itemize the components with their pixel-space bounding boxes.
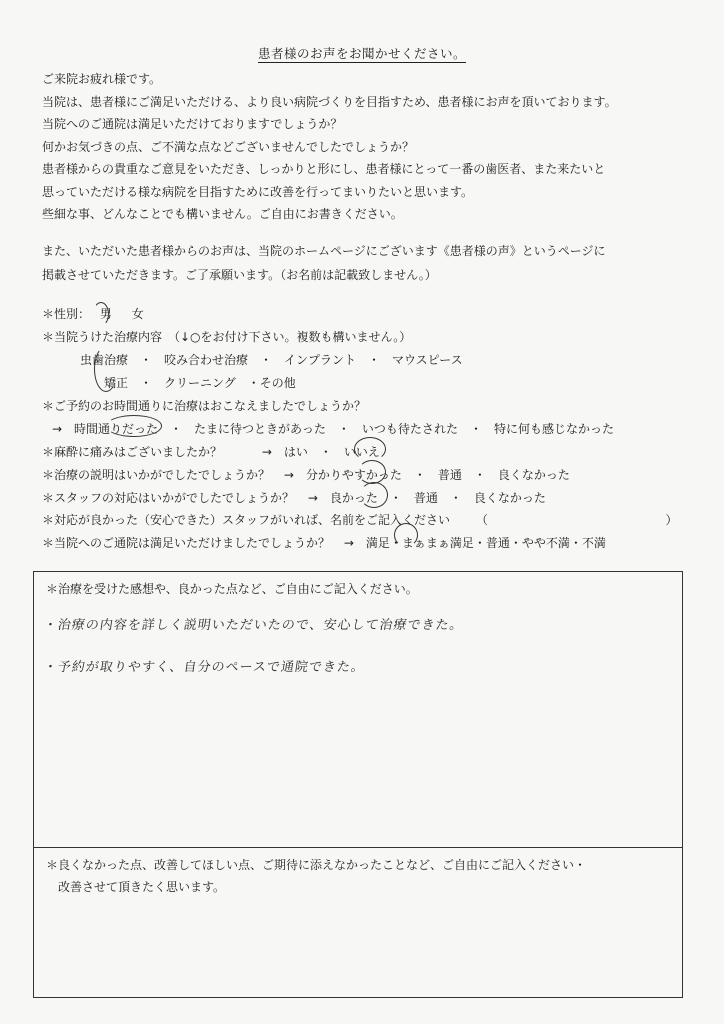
explanation-question: [42, 466, 570, 483]
gender-male-option[interactable]: 男: [99, 307, 112, 321]
handwritten-line: ・治療の内容を詳しく説明いただいたので、安心して治療できた。: [42, 618, 465, 633]
good-staff-question: [42, 511, 678, 528]
selection-circle-mark: [106, 415, 162, 437]
staff-question: [42, 489, 546, 506]
improvements-heading-line2: 改善させて頂きたく思います。: [58, 880, 226, 894]
intro-line: 思っていただける様な病院を目指すために改善を行ってまいりたいと思います。: [42, 184, 474, 199]
explanation-label: ＊治療の説明はいかがでしたでしょうか？: [42, 468, 271, 482]
selection-circle-mark: [358, 460, 386, 484]
impressions-box[interactable]: [33, 571, 683, 848]
improvements-heading-line1: ＊良くなかった点、改善してほしい点、ご期待に添えなかったことなど、ご自由にご記入ください・: [46, 858, 587, 872]
staff-label: ＊スタッフの対応はいかがでしたでしょうか？: [42, 491, 295, 505]
intro-line: 何かお気づきの点、ご不満な点などございませんでしたでしょうか？: [42, 139, 415, 154]
intro-line: 当院は、患者様にご満足いただける、より良い病院づくりを目指すため、患者様にお声を頂いております。: [42, 94, 617, 109]
notice-line: また、いただいた患者様からのお声は、当院のホームページにございます《患者様の声》というページに: [42, 244, 606, 258]
selection-circle-mark: [354, 437, 386, 461]
intro-line: 患者様からの貴重なご意見をいただき、しっかりと形にし、患者様にとって一番の歯医者、また来たいと: [42, 162, 606, 176]
impressions-heading: ＊治療を受けた感想や、良かった点など、ご自由にご記入ください。: [46, 582, 418, 596]
page-title: 患者様のお声をお聞かせください。: [257, 46, 466, 61]
anesthesia-options[interactable]: → はい ・ いいえ: [261, 445, 380, 459]
satisfaction-question: [42, 534, 606, 551]
staff-name-open-paren: （: [475, 513, 488, 527]
handwritten-line: ・予約が取りやすく、自分のペースで通院できた。: [42, 660, 366, 675]
appointment-options[interactable]: → 時間通りだった ・ たまに待つときがあった ・ いつも待たされた ・ 特に何も感じなかった: [52, 422, 614, 436]
intro-line: ご来院お疲れ様です。: [42, 72, 162, 86]
treatment-options-row2[interactable]: 矯正 ・ クリーニング ・その他: [104, 376, 296, 390]
intro-line: 些細な事、どんなことでも構いません。ご自由にお書きください。: [42, 207, 403, 221]
intro-line: 当院へのご通院は満足いただけておりますでしょうか？: [42, 117, 343, 131]
anesthesia-label: ＊麻酔に痛みはございましたか？: [42, 445, 223, 459]
selection-circle-mark: [94, 346, 118, 392]
satisfaction-options[interactable]: → 満足・まぁまぁ満足・普通・やや不満・不満: [343, 536, 606, 550]
appointment-question: ＊ご予約のお時間通りに治療はおこなえましたでしょうか？: [42, 399, 367, 413]
intro-text: [42, 68, 692, 226]
selection-circle-mark: [93, 302, 109, 326]
staff-options[interactable]: → 良かった ・ 普通 ・ 良くなかった: [307, 491, 546, 505]
good-staff-label: ＊対応が良かった（安心できた）スタッフがいれば、名前をご記入ください: [42, 513, 451, 527]
staff-name-close-paren: ）: [665, 513, 678, 527]
publication-notice: [42, 239, 606, 287]
treatment-options-row1[interactable]: 虫歯治療 ・ 咬み合わせ治療 ・ インプラント ・ マウスピース: [80, 353, 463, 367]
explanation-options[interactable]: → 分かりやすかった ・ 普通 ・ 良くなかった: [283, 468, 570, 482]
treatment-question: ＊当院うけた治療内容 （↓○をお付け下さい。複数も構いません。）: [42, 330, 412, 344]
notice-line: 掲載させていただきます。ご了承願います。（お名前は記載致しません。）: [42, 268, 437, 282]
satisfaction-label: ＊当院へのご通院は満足いただけましたでしょうか？: [42, 536, 331, 550]
gender-female-option[interactable]: 女: [131, 307, 144, 321]
selection-circle-mark: [394, 523, 418, 547]
selection-circle-mark: [360, 482, 388, 508]
anesthesia-question: [42, 443, 380, 460]
improvements-box[interactable]: [33, 848, 683, 998]
gender-label: ＊性別：: [42, 307, 91, 321]
